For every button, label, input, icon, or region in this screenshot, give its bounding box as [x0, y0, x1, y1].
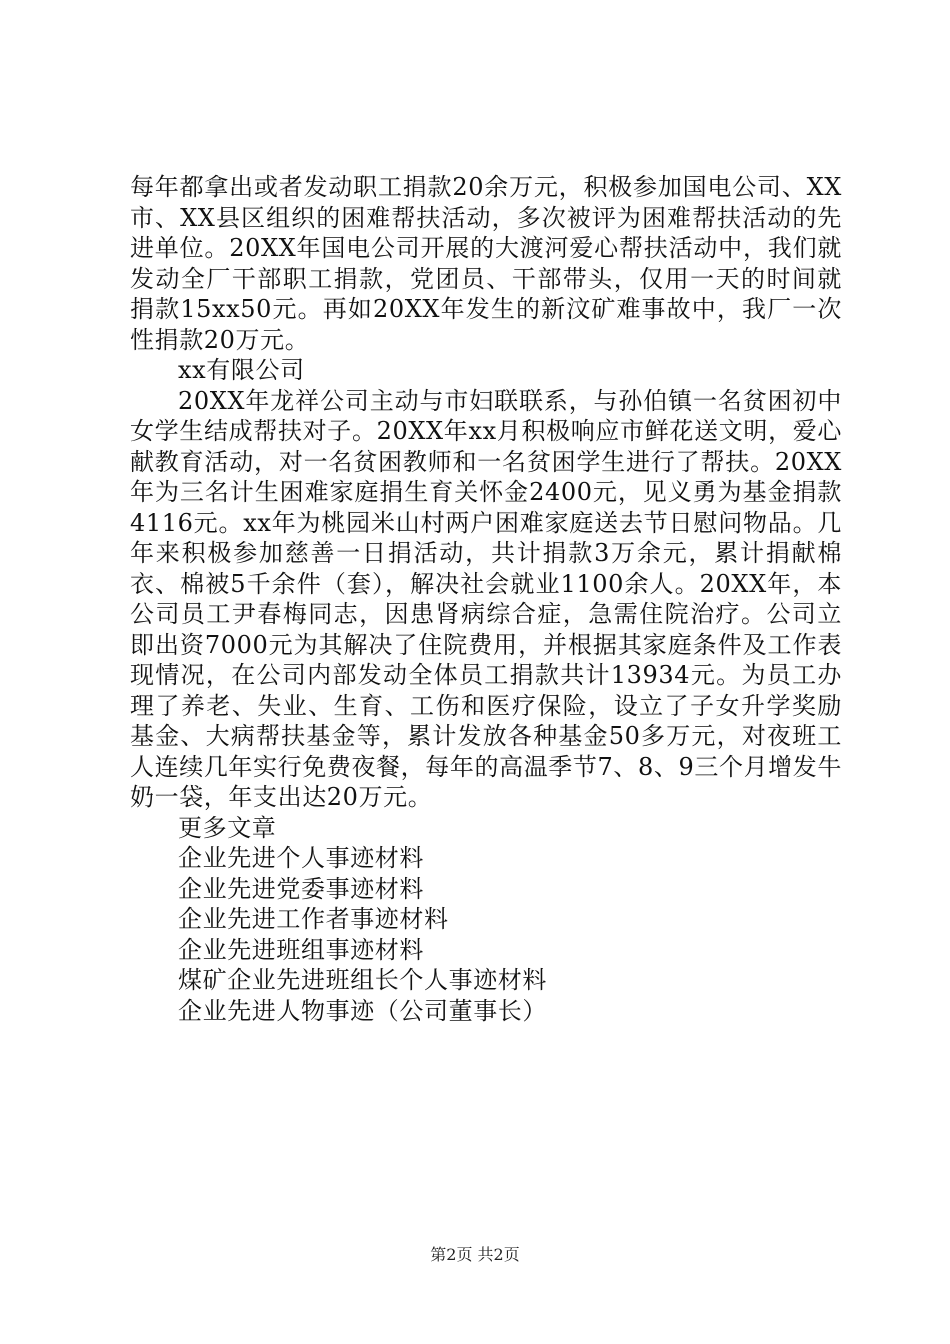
section-heading-company: xx有限公司 [178, 356, 305, 384]
paragraph-company-charity: 20XX年龙祥公司主动与市妇联联系，与孙伯镇一名贫困初中女学生结成帮扶对子。20XX年xx月积极响应市鲜花送文明，爱心献教育活动，对一名贫困教师和一名贫困学生进行了帮扶。20XX年为三名计生困难家庭捐生育关怀金2400元，见义勇为基金捐款4116元。xx年为桃园米山村两户困难家庭送去节日慰问物品。几年来积极参加慈善一日捐活动，共计捐款3万余元，累计捐献棉衣、棉被5千余件（套），解决社会就业1100余人。20XX年，本公司员工尹春梅同志，因患肾病综合症，急需住院治疗。公司立即出资7000元为其解决了住院费用，并根据其家庭条件及工作表现情况，在公司内部发动全体员工捐款共计13934元。为员工办理了养老、失业、生育、工伤和医疗保险，设立了子女升学奖励基金、大病帮扶基金等，累计发放各种基金50多万元，对夜班工人连续几年实行免费夜餐，每年的高温季节7、8、9三个月增发牛奶一袋，年支出达20万元。 [130, 386, 842, 811]
related-article-link[interactable]: 企业先进班组事迹材料 [178, 935, 424, 964]
more-articles-heading: 更多文章 [178, 813, 277, 842]
related-articles-list [130, 843, 842, 1026]
related-article-link[interactable]: 企业先进人物事迹（公司董事长） [178, 996, 547, 1025]
related-article-link[interactable]: 煤矿企业先进班组长个人事迹材料 [178, 966, 547, 994]
related-article-link[interactable]: 企业先进党委事迹材料 [178, 874, 424, 903]
related-article-link[interactable]: 企业先进个人事迹材料 [178, 844, 424, 872]
related-article-link[interactable]: 企业先进工作者事迹材料 [178, 905, 449, 933]
page-number-footer: 第2页 共2页 [430, 1245, 520, 1264]
paragraph-donations: 每年都拿出或者发动职工捐款20余万元，积极参加国电公司、XX市、XX县区组织的困难帮扶活动，多次被评为困难帮扶活动的先进单位。20XX年国电公司开展的大渡河爱心帮扶活动中，我们就发动全厂干部职工捐款，党团员、干部带头，仅用一天的时间就捐款15xx50元。再如20XX年发生的新汶矿难事故中，我厂一次性捐款20万元。 [130, 173, 842, 354]
document-body [130, 172, 842, 1026]
